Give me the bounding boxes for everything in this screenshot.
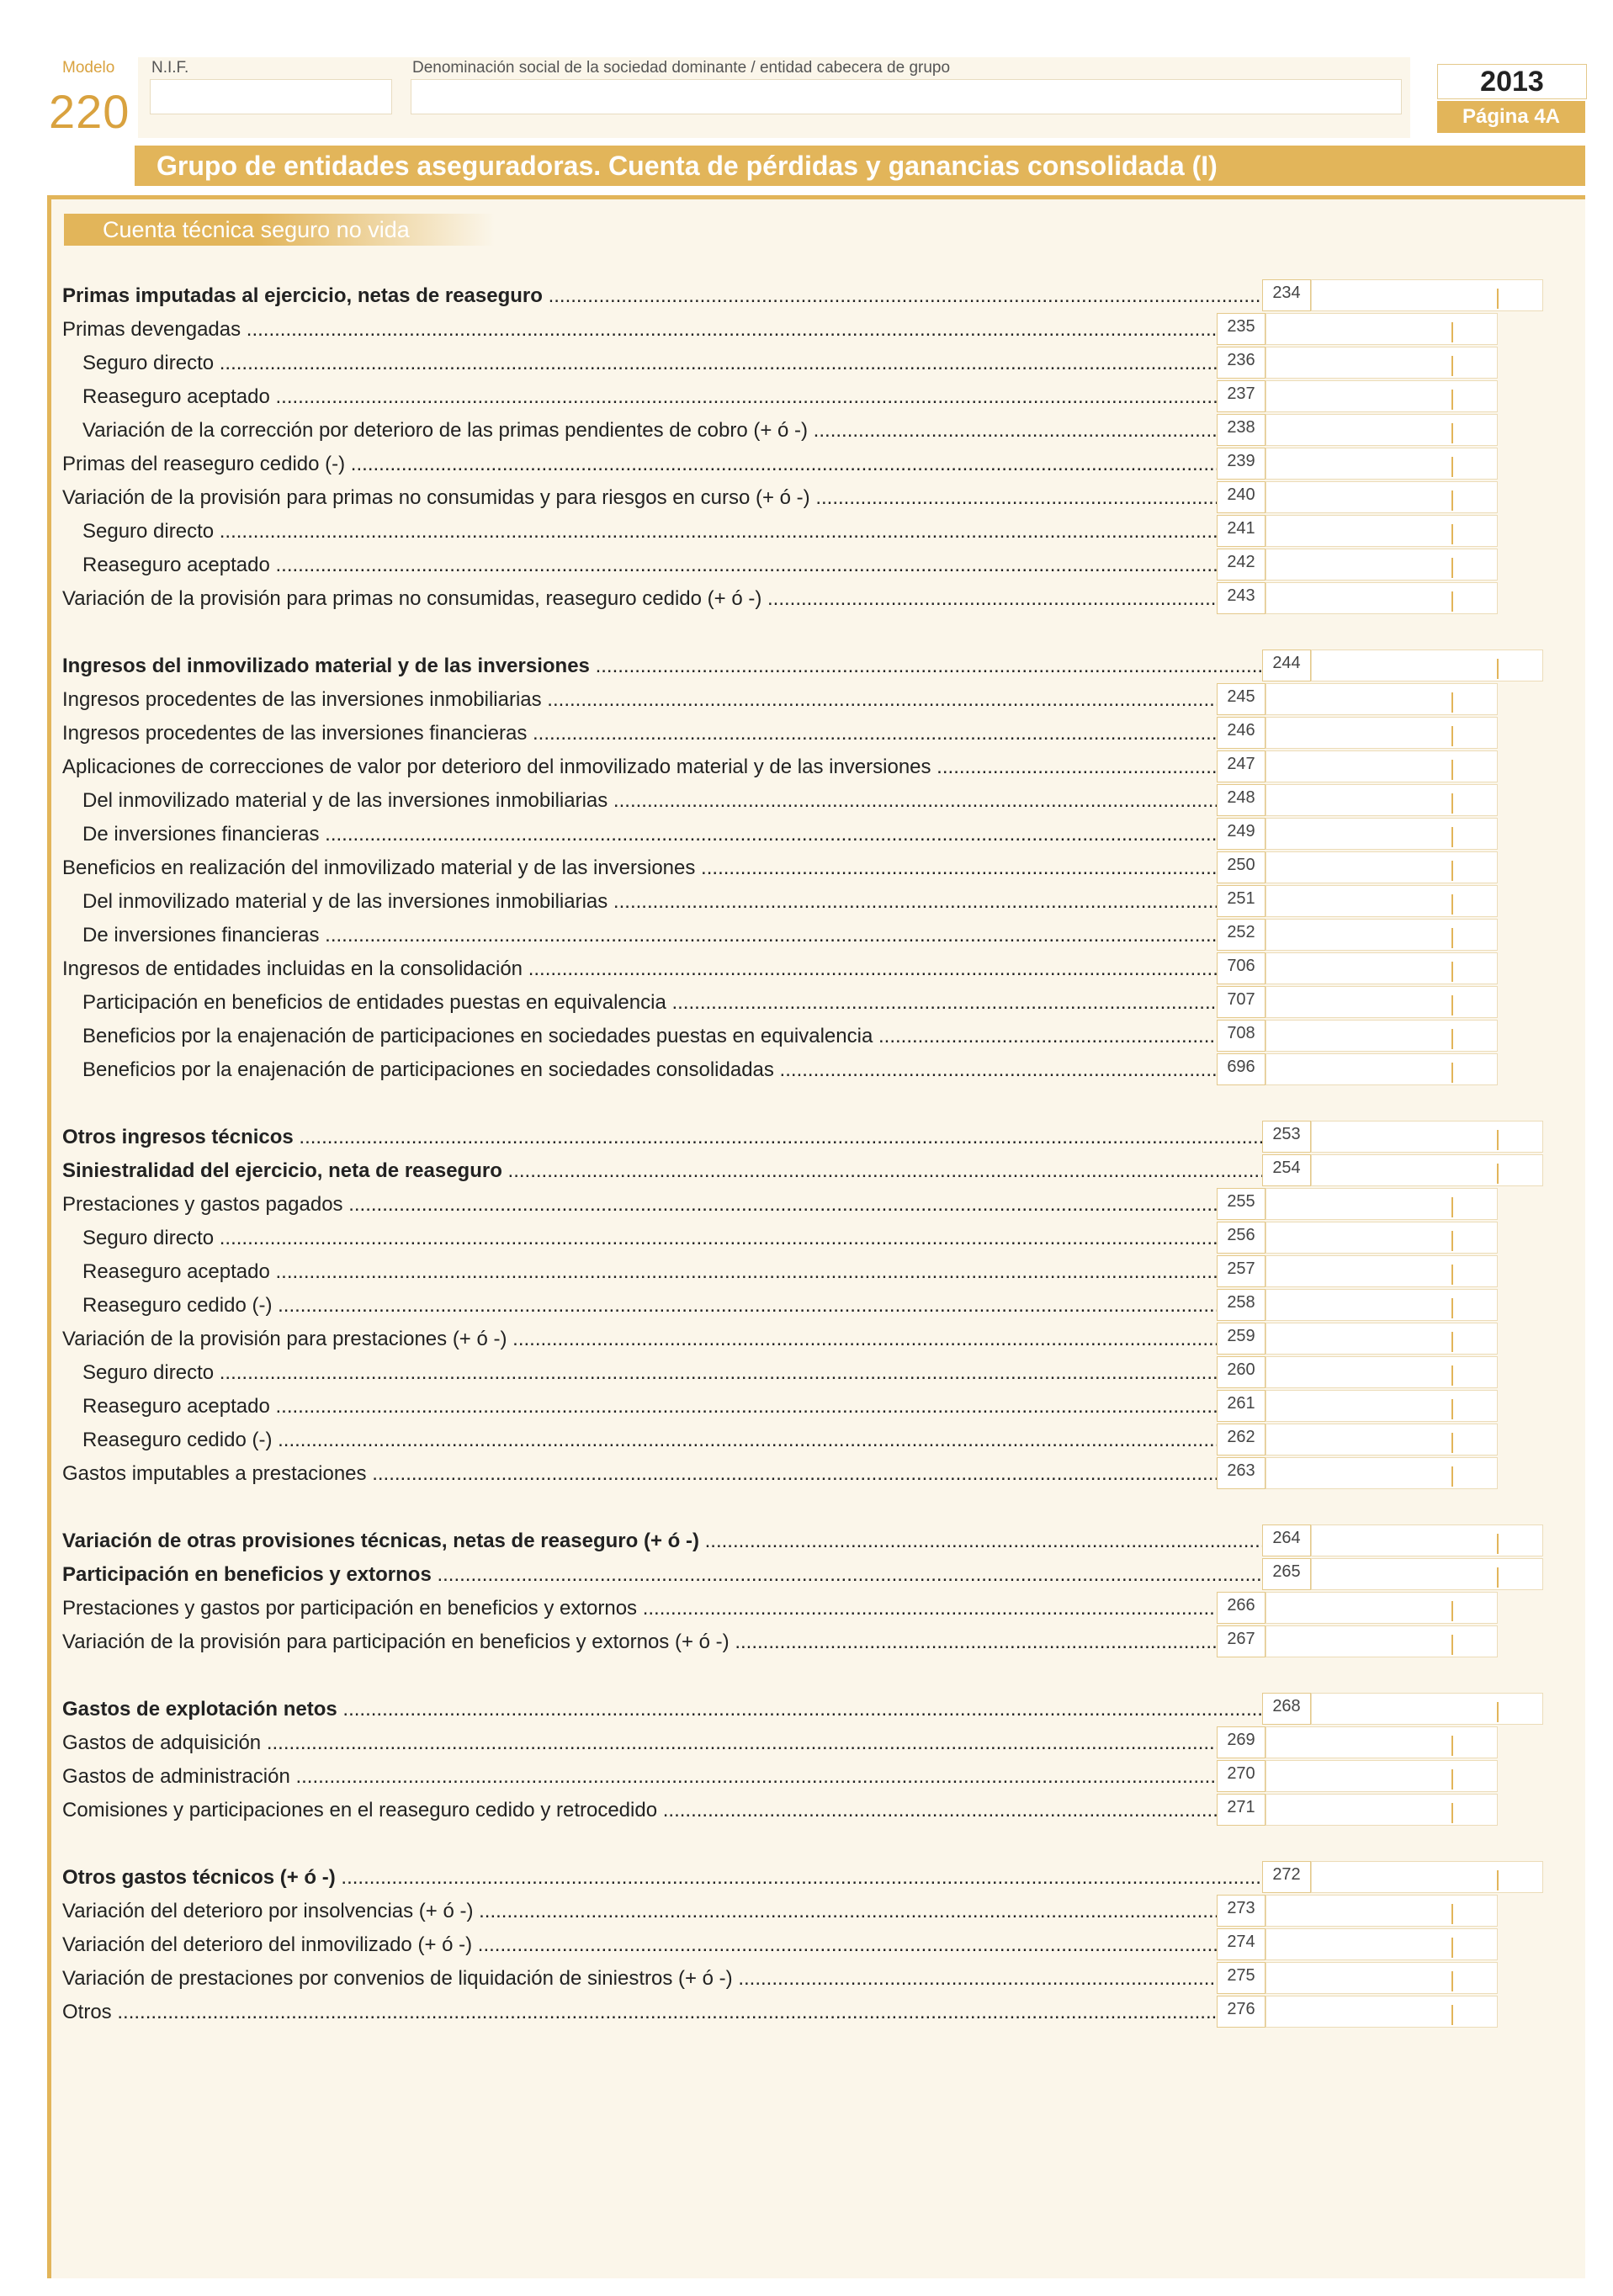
row-label: Siniestralidad del ejercicio, neta de reaseguro ..... [62, 1159, 1262, 1183]
row-label: Ingresos de entidades incluidas en la consolidación ..... [62, 957, 1217, 981]
amount-input-707[interactable] [1265, 986, 1498, 1018]
form-row-240 [62, 481, 1568, 515]
amount-input-244[interactable] [1311, 650, 1543, 681]
amount-input-247[interactable] [1265, 750, 1498, 782]
form-row-263 [62, 1457, 1568, 1491]
amount-input-272[interactable] [1311, 1861, 1543, 1893]
amount-input-706[interactable] [1265, 952, 1498, 984]
row-label: Variación de la provisión para prestaciones (+ ó -) ..... [62, 1328, 1217, 1351]
form-row-248 [62, 784, 1568, 818]
page-title: Grupo de entidades aseguradoras. Cuenta de pérdidas y ganancias consolidada (I) [135, 146, 1585, 186]
amount-input-235[interactable] [1265, 313, 1498, 345]
form-row-242 [62, 549, 1568, 582]
amount-input-273[interactable] [1265, 1895, 1498, 1927]
amount-input-271[interactable] [1265, 1794, 1498, 1826]
box-code: 271 [1217, 1794, 1265, 1826]
box-code: 256 [1217, 1222, 1265, 1254]
box-code: 263 [1217, 1457, 1265, 1489]
amount-input-254[interactable] [1311, 1154, 1543, 1186]
form-row-706 [62, 952, 1568, 986]
box-code: 257 [1217, 1255, 1265, 1287]
row-label: Primas del reaseguro cedido (-) ..... [62, 453, 1217, 476]
form-row-239 [62, 448, 1568, 481]
form-row-235 [62, 313, 1568, 347]
form-row-247 [62, 750, 1568, 784]
section-title: Cuenta técnica seguro no vida [64, 214, 495, 246]
amount-input-258[interactable] [1265, 1289, 1498, 1321]
form-row-257 [62, 1255, 1568, 1289]
form-row-243 [62, 582, 1568, 616]
form-row-259 [62, 1323, 1568, 1356]
amount-input-262[interactable] [1265, 1424, 1498, 1456]
amount-input-253[interactable] [1311, 1121, 1543, 1153]
row-label: Gastos de administración ..... [62, 1765, 1217, 1789]
row-label: Otros ingresos técnicos ..... [62, 1126, 1262, 1149]
amount-input-708[interactable] [1265, 1020, 1498, 1052]
row-label: Primas devengadas ..... [62, 318, 1217, 342]
amount-input-252[interactable] [1265, 919, 1498, 951]
amount-input-255[interactable] [1265, 1188, 1498, 1220]
amount-input-274[interactable] [1265, 1928, 1498, 1960]
amount-input-237[interactable] [1265, 380, 1498, 412]
box-code: 266 [1217, 1592, 1265, 1624]
amount-input-257[interactable] [1265, 1255, 1498, 1287]
form-row-696 [62, 1053, 1568, 1087]
page-badge: Página 4A [1437, 101, 1585, 133]
row-label: Ingresos del inmovilizado material y de las inversiones ..... [62, 655, 1262, 678]
row-label: Variación de la provisión para participación en beneficios y extornos (+ ó -) ..... [62, 1631, 1217, 1654]
box-code: 254 [1262, 1154, 1311, 1186]
form-row-237 [62, 380, 1568, 414]
box-code: 272 [1262, 1861, 1311, 1893]
amount-input-236[interactable] [1265, 347, 1498, 379]
form-row-264 [62, 1524, 1568, 1558]
form-row-251 [62, 885, 1568, 919]
amount-input-241[interactable] [1265, 515, 1498, 547]
form-row-269 [62, 1726, 1568, 1760]
box-code: 250 [1217, 851, 1265, 883]
box-code: 247 [1217, 750, 1265, 782]
box-code: 258 [1217, 1289, 1265, 1321]
form-row-255 [62, 1188, 1568, 1222]
box-code: 255 [1217, 1188, 1265, 1220]
form-row-273 [62, 1895, 1568, 1928]
row-label: Reaseguro cedido (-) ..... [82, 1294, 1217, 1318]
form-row-261 [62, 1390, 1568, 1424]
box-code: 243 [1217, 582, 1265, 614]
box-code: 264 [1262, 1524, 1311, 1556]
box-code: 270 [1217, 1760, 1265, 1792]
box-code: 696 [1217, 1053, 1265, 1085]
row-label: Comisiones y participaciones en el reaseguro cedido y retrocedido ..... [62, 1799, 1217, 1822]
box-code: 246 [1217, 717, 1265, 749]
amount-input-256[interactable] [1265, 1222, 1498, 1254]
box-code: 248 [1217, 784, 1265, 816]
amount-input-268[interactable] [1311, 1693, 1543, 1725]
box-code: 706 [1217, 952, 1265, 984]
row-label: Beneficios por la enajenación de participaciones en sociedades consolidadas ..... [82, 1058, 1217, 1082]
row-label: Reaseguro aceptado ..... [82, 1260, 1217, 1284]
row-label: Ingresos procedentes de las inversiones financieras ..... [62, 722, 1217, 745]
box-code: 276 [1217, 1996, 1265, 2028]
box-code: 273 [1217, 1895, 1265, 1927]
box-code: 241 [1217, 515, 1265, 547]
row-label: Beneficios por la enajenación de participaciones en sociedades puestas en equivalencia ..... [82, 1025, 1217, 1048]
box-code: 267 [1217, 1625, 1265, 1657]
amount-input-275[interactable] [1265, 1962, 1498, 1994]
box-code: 260 [1217, 1356, 1265, 1388]
amount-input-261[interactable] [1265, 1390, 1498, 1422]
form-row-272 [62, 1861, 1568, 1895]
form-row-252 [62, 919, 1568, 952]
box-code: 253 [1262, 1121, 1311, 1153]
amount-input-246[interactable] [1265, 717, 1498, 749]
row-label: Gastos imputables a prestaciones ..... [62, 1462, 1217, 1486]
amount-input-234[interactable] [1311, 279, 1543, 311]
box-code: 261 [1217, 1390, 1265, 1422]
amount-input-266[interactable] [1265, 1592, 1498, 1624]
nif-input[interactable] [150, 79, 392, 114]
box-code: 234 [1262, 279, 1311, 311]
form-row-256 [62, 1222, 1568, 1255]
form-row-241 [62, 515, 1568, 549]
box-code: 237 [1217, 380, 1265, 412]
form-row-265 [62, 1558, 1568, 1592]
row-label: De inversiones financieras ..... [82, 823, 1217, 846]
form-row-246 [62, 717, 1568, 750]
amount-input-267[interactable] [1265, 1625, 1498, 1657]
row-label: Gastos de explotación netos ..... [62, 1698, 1262, 1721]
row-label: Reaseguro aceptado ..... [82, 554, 1217, 577]
row-label: Participación en beneficios de entidades puestas en equivalencia ..... [82, 991, 1217, 1015]
box-code: 707 [1217, 986, 1265, 1018]
form-row-267 [62, 1625, 1568, 1659]
amount-input-270[interactable] [1265, 1760, 1498, 1792]
box-code: 238 [1217, 414, 1265, 446]
form-row-253 [62, 1121, 1568, 1154]
amount-input-240[interactable] [1265, 481, 1498, 513]
box-code: 275 [1217, 1962, 1265, 1994]
form-row-250 [62, 851, 1568, 885]
box-code: 235 [1217, 313, 1265, 345]
row-label: Reaseguro aceptado ..... [82, 1395, 1217, 1418]
box-code: 240 [1217, 481, 1265, 513]
header-box [138, 57, 1410, 138]
box-code: 265 [1262, 1558, 1311, 1590]
form-row-258 [62, 1289, 1568, 1323]
row-label: Participación en beneficios y extornos ..... [62, 1563, 1262, 1587]
row-label: Ingresos procedentes de las inversiones inmobiliarias ..... [62, 688, 1217, 712]
row-label: Variación de la provisión para primas no consumidas, reaseguro cedido (+ ó -) ..... [62, 587, 1217, 611]
form-row-266 [62, 1592, 1568, 1625]
form-row-274 [62, 1928, 1568, 1962]
amount-input-260[interactable] [1265, 1356, 1498, 1388]
row-label: Del inmovilizado material y de las inversiones inmobiliarias ..... [82, 890, 1217, 914]
denominacion-label: Denominación social de la sociedad dominante / entidad cabecera de grupo [412, 59, 951, 77]
row-label: Beneficios en realización del inmovilizado material y de las inversiones ..... [62, 856, 1217, 880]
form-row-262 [62, 1424, 1568, 1457]
box-code: 249 [1217, 818, 1265, 850]
row-label: Variación del deterioro del inmovilizado (+ ó -) ..... [62, 1933, 1217, 1957]
row-label: Reaseguro cedido (-) ..... [82, 1429, 1217, 1452]
form-row-707 [62, 986, 1568, 1020]
row-label: Prestaciones y gastos por participación en beneficios y extornos ..... [62, 1597, 1217, 1620]
form-row-271 [62, 1794, 1568, 1827]
row-label: Variación de otras provisiones técnicas, netas de reaseguro (+ ó -) ..... [62, 1530, 1262, 1553]
box-code: 268 [1262, 1693, 1311, 1725]
amount-input-259[interactable] [1265, 1323, 1498, 1355]
row-label: Seguro directo ..... [82, 520, 1217, 544]
form-row-244 [62, 650, 1568, 683]
amount-input-248[interactable] [1265, 784, 1498, 816]
modelo-number: 220 [49, 85, 130, 138]
amount-input-245[interactable] [1265, 683, 1498, 715]
form-row-275 [62, 1962, 1568, 1996]
amount-input-250[interactable] [1265, 851, 1498, 883]
row-label: Primas imputadas al ejercicio, netas de reaseguro ..... [62, 284, 1262, 308]
row-label: Otros ..... [62, 2001, 1217, 2024]
amount-input-238[interactable] [1265, 414, 1498, 446]
form-row-234 [62, 279, 1568, 313]
amount-input-239[interactable] [1265, 448, 1498, 480]
amount-input-276[interactable] [1265, 1996, 1498, 2028]
form-row-268 [62, 1693, 1568, 1726]
box-code: 242 [1217, 549, 1265, 581]
form-row-276 [62, 1996, 1568, 2029]
amount-input-263[interactable] [1265, 1457, 1498, 1489]
row-label: Variación de la provisión para primas no consumidas y para riesgos en curso (+ ó -) ..... [62, 486, 1217, 510]
row-label: Seguro directo ..... [82, 1361, 1217, 1385]
amount-input-242[interactable] [1265, 549, 1498, 581]
box-code: 244 [1262, 650, 1311, 681]
amount-input-265[interactable] [1311, 1558, 1543, 1590]
nif-label: N.I.F. [151, 59, 189, 77]
box-code: 262 [1217, 1424, 1265, 1456]
box-code: 259 [1217, 1323, 1265, 1355]
amount-input-251[interactable] [1265, 885, 1498, 917]
box-code: 708 [1217, 1020, 1265, 1052]
modelo-label: Modelo [62, 59, 115, 77]
row-label: Otros gastos técnicos (+ ó -) ..... [62, 1866, 1262, 1890]
row-label: Variación del deterioro por insolvencias (+ ó -) ..... [62, 1900, 1217, 1923]
box-code: 269 [1217, 1726, 1265, 1758]
form-row-245 [62, 683, 1568, 717]
amount-input-249[interactable] [1265, 818, 1498, 850]
form-row-270 [62, 1760, 1568, 1794]
row-label: Seguro directo ..... [82, 352, 1217, 375]
box-code: 236 [1217, 347, 1265, 379]
box-code: 245 [1217, 683, 1265, 715]
row-label: Aplicaciones de correcciones de valor por deterioro del inmovilizado material y de las inversiones ..... [62, 756, 1217, 779]
row-label: Del inmovilizado material y de las inversiones inmobiliarias ..... [82, 789, 1217, 813]
denominacion-input[interactable] [411, 79, 1402, 114]
amount-input-243[interactable] [1265, 582, 1498, 614]
amount-input-269[interactable] [1265, 1726, 1498, 1758]
box-code: 274 [1217, 1928, 1265, 1960]
year-badge: 2013 [1437, 64, 1587, 99]
box-code: 252 [1217, 919, 1265, 951]
row-label: Prestaciones y gastos pagados ..... [62, 1193, 1217, 1217]
amount-input-696[interactable] [1265, 1053, 1498, 1085]
row-label: Variación de prestaciones por convenios de liquidación de siniestros (+ ó -) ..... [62, 1967, 1217, 1991]
form-row-708 [62, 1020, 1568, 1053]
row-label: Reaseguro aceptado ..... [82, 385, 1217, 409]
row-label: Gastos de adquisición ..... [62, 1731, 1217, 1755]
form-row-249 [62, 818, 1568, 851]
form-row-254 [62, 1154, 1568, 1188]
row-label: De inversiones financieras ..... [82, 924, 1217, 947]
form-row-238 [62, 414, 1568, 448]
form-row-260 [62, 1356, 1568, 1390]
box-code: 239 [1217, 448, 1265, 480]
form-row-236 [62, 347, 1568, 380]
box-code: 251 [1217, 885, 1265, 917]
amount-input-264[interactable] [1311, 1524, 1543, 1556]
row-label: Variación de la corrección por deterioro de las primas pendientes de cobro (+ ó -) ..... [82, 419, 1217, 443]
row-label: Seguro directo ..... [82, 1227, 1217, 1250]
